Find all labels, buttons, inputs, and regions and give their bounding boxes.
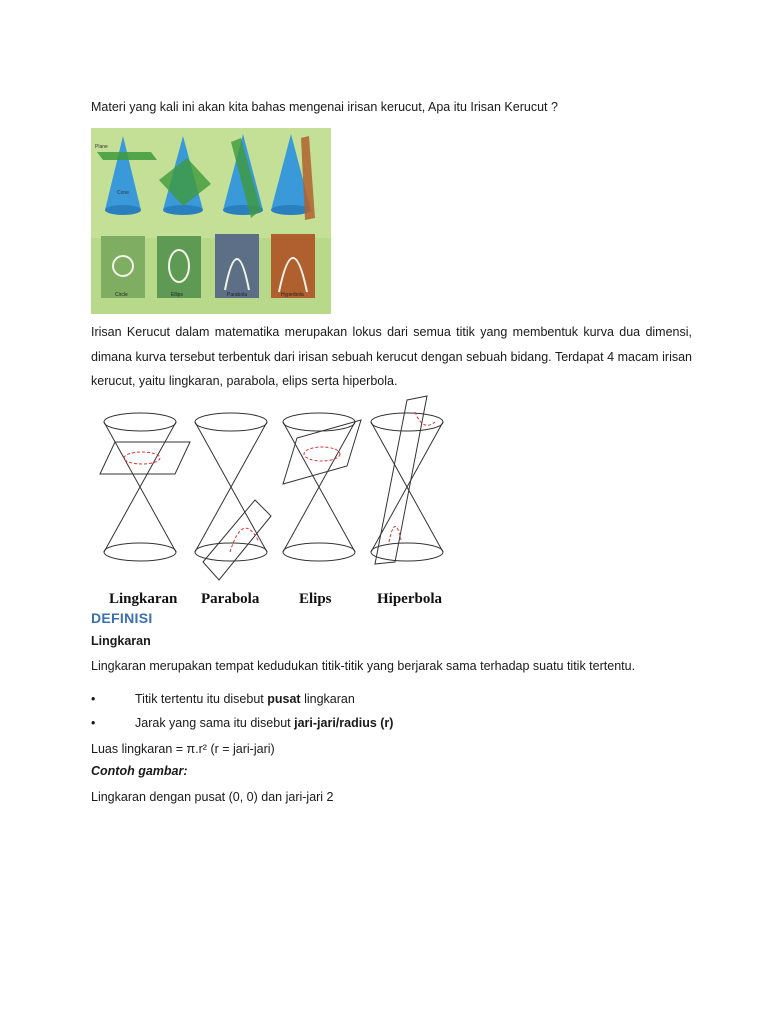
- cone-label: Cone: [117, 190, 129, 196]
- double-cone-4: [371, 396, 443, 564]
- diagram-label-lingkaran: Lingkaran: [109, 591, 178, 607]
- double-cone-2: [195, 413, 271, 580]
- caption-parabola: Parabola: [227, 292, 248, 298]
- section-heading: DEFINISI: [91, 610, 153, 626]
- conic-sections-photo: [91, 128, 331, 314]
- bullet-icon: •: [91, 692, 96, 706]
- diagram-label-elips: Elips: [299, 591, 332, 607]
- panel-circle: [101, 236, 145, 298]
- example-text: Lingkaran dengan pusat (0, 0) dan jari-jari 2: [91, 790, 334, 804]
- double-cone-3: [283, 413, 361, 561]
- plane-label: Plane: [95, 144, 108, 150]
- subheading: Lingkaran: [91, 634, 151, 648]
- caption-ellipse: Ellips: [171, 292, 183, 298]
- area-formula: Luas lingkaran = π.r² (r = jari-jari): [91, 742, 275, 756]
- example-heading: Contoh gambar:: [91, 764, 188, 778]
- diagram-label-hiperbola: Hiperbola: [377, 591, 443, 607]
- intro-text: Materi yang kali ini akan kita bahas mengenai irisan kerucut, Apa itu Irisan Kerucut ?: [91, 100, 558, 114]
- description-paragraph: Irisan Kerucut dalam matematika merupakan lokus dari semua titik yang membentuk kurva dua dimensi, dimana kurva tersebut terbentuk dari irisan sebuah kerucut dengan sebuah bidang. Terdapat 4 macam irisan kerucut, yaitu lingkaran, parabola, elips serta hiperbola.: [91, 325, 692, 388]
- double-cone-1: [100, 413, 190, 561]
- bullet-icon: •: [91, 716, 96, 730]
- plane-1: [97, 152, 157, 160]
- panel-hyperbola: [271, 234, 315, 298]
- double-cone-diagram: [95, 392, 455, 612]
- panel-parabola: [215, 234, 259, 298]
- caption-circle: Circle: [115, 292, 128, 298]
- caption-hyperbola: Hyperbola: [281, 292, 304, 298]
- panel-ellipse: [157, 236, 201, 298]
- definition-text: Lingkaran merupakan tempat kedudukan titik-titik yang berjarak sama terhadap suatu titik tertentu.: [91, 659, 636, 673]
- diagram-label-parabola: Parabola: [201, 591, 260, 607]
